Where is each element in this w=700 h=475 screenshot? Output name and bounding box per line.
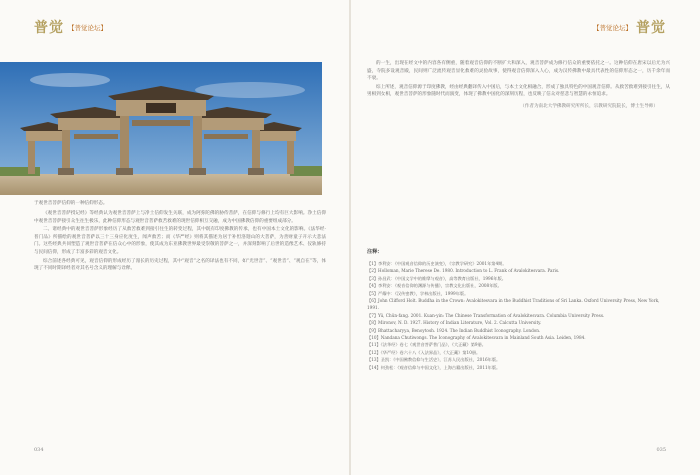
right-header [593, 17, 666, 37]
note-item: 【10】Nandana Chutiwongs. The Iconography of Avalokitesvara in Mainland South Asia. Leiden, 1984. [367, 335, 586, 341]
note-item: 【12】《华严经》卷六十八《入法界品》，《大正藏》第10册。 [367, 349, 481, 355]
note-item: 【8】Mironov, N. D. 1927. History of Indian Literature, Vol. 2. Calcutta University. [367, 320, 542, 326]
note-item: 【13】圣凯：《中国佛教信仰与生活史》，江苏人民出版社，2016年版。 [367, 357, 501, 363]
note-item: 【9】Bhattacharyya, Benoytosh. 1924. The Indian Buddhist Iconography. London. [367, 327, 541, 333]
page-number: 034 [34, 447, 44, 453]
paragraph: 《观世音菩萨授记经》等经典认为观世音菩萨上与净土信仰发生关联，成为阿弥陀佛的胁侍菩萨，在信仰与修行上均有巨大影响。净土信仰中观世音菩萨接引众生往生极乐，此种信仰形态与观世音菩萨救苦救难的现世信仰相互交融，成为中国佛教信仰的重要组成部分。 [34, 211, 326, 224]
brand-logo: 普觉 [34, 20, 64, 36]
right-body-text [367, 60, 670, 111]
note-item: 【7】Yü, Chün-fang. 2001. Kuan-yin: The Chinese Transformation of Avalokitesvara. Columbia University Press. [367, 312, 605, 318]
paragraph: 综合前述各经典可见，观音信仰的形成经历了漫长的历史过程，其中“观音”之名的译法也有不同，如“光世音”、“观世音”、“观自在”等，体现了不同时期译经者对其名号含义的理解与诠释。 [34, 258, 326, 272]
left-header [34, 17, 107, 37]
note-item: 【5】严耀中：《汉传密教》，学林出版社，1999年版。 [367, 290, 469, 296]
note-item: 【2】Holloman, Marie Therese De. 1980. Introduction to L. Frank of Avalokitesvara. Paris. [367, 268, 560, 274]
brand-logo: 普觉 [636, 20, 666, 36]
left-page [0, 0, 349, 475]
note-item: 【1】李利安：《中国观音信仰的历史演变》，《宗教学研究》2001年第4期。 [367, 261, 507, 266]
paifang-archway-image [0, 62, 322, 195]
right-page [351, 0, 700, 475]
notes-list [367, 260, 670, 371]
note-item: 【6】John Clifford Holt. Buddha in the Crown: Avalokitesvara in the Buddhist Traditions of Sri Lanka. Oxford University Press, New York, 1991. [367, 298, 660, 311]
page-number: 035 [656, 447, 666, 453]
paragraph: 二、诸经典中的观世音菩萨形象经历了从救苦救难到接引往生的转变过程，其中既有印度佛教的传承，也有中国本土文化的影响。《法华经·普门品》所描绘的观世音菩萨以三十三身应化度生，闻声救苦；而《华严经》则将其描述为居于补怛洛迦山的大菩萨，为善财童子开示大悲法门。这些经典共同塑造了观世音菩萨在信众心中的形象，使其成为东亚佛教世界最受崇敬的菩萨之一，并深刻影响了后世的造像艺术、仪轨修持与民间信仰，形成了丰富多彩的观音文化。 [34, 227, 326, 255]
notes-title: 注释： [367, 249, 383, 255]
archway-photo [0, 62, 322, 195]
column-tag: 【普觉论坛】 [593, 23, 632, 32]
note-item: 【11】《法华经》卷七《观世音菩萨普门品》，《大正藏》第9册。 [367, 342, 486, 348]
column-tag: 【普觉论坛】 [68, 23, 107, 32]
paragraph: 的一生，出现在经文中的内容各有侧重，随着观音信仰的不断扩大和深入，观音菩萨成为修行信众的重要依托之一。这种信仰在唐宋以后尤为兴盛，寺院多设观音殿，民间则广泛流传观音显化救难的灵验故事，使得观音信仰深入人心，成为汉传佛教中最具代表性的信仰形态之一，历千余年而不衰。 [367, 61, 670, 82]
paragraph: 综上所述，观音信仰源于印度佛教，经由经典翻译传入中国后，与本土文化相融合，形成了独具特色的中国观音信仰。从救苦救难到接引往生，从男相到女相，观世音菩萨的形象随时代而演变，体现了佛教中国化的深刻历程，也反映了信众对慈悲与智慧的永恒追求。 [367, 84, 671, 98]
author-signature: （作者为南北大学佛教研究所所长，宗教研究院院长，博士生导师） [520, 103, 658, 109]
note-item: 【3】孙昌武：《中国文学中的维摩与观音》，高等教育出版社，1996年版。 [367, 275, 506, 281]
note-item: 【4】李利安：《观音信仰的渊源与传播》，宗教文化出版社，2008年版。 [367, 283, 502, 289]
photo-caption: 于观世音菩萨信仰的一种信仰形态。 [34, 201, 108, 206]
note-item: 【14】何劲松：《观音信仰与中国文化》，上海古籍出版社，2011年版。 [367, 364, 501, 370]
left-body-text [34, 210, 326, 274]
